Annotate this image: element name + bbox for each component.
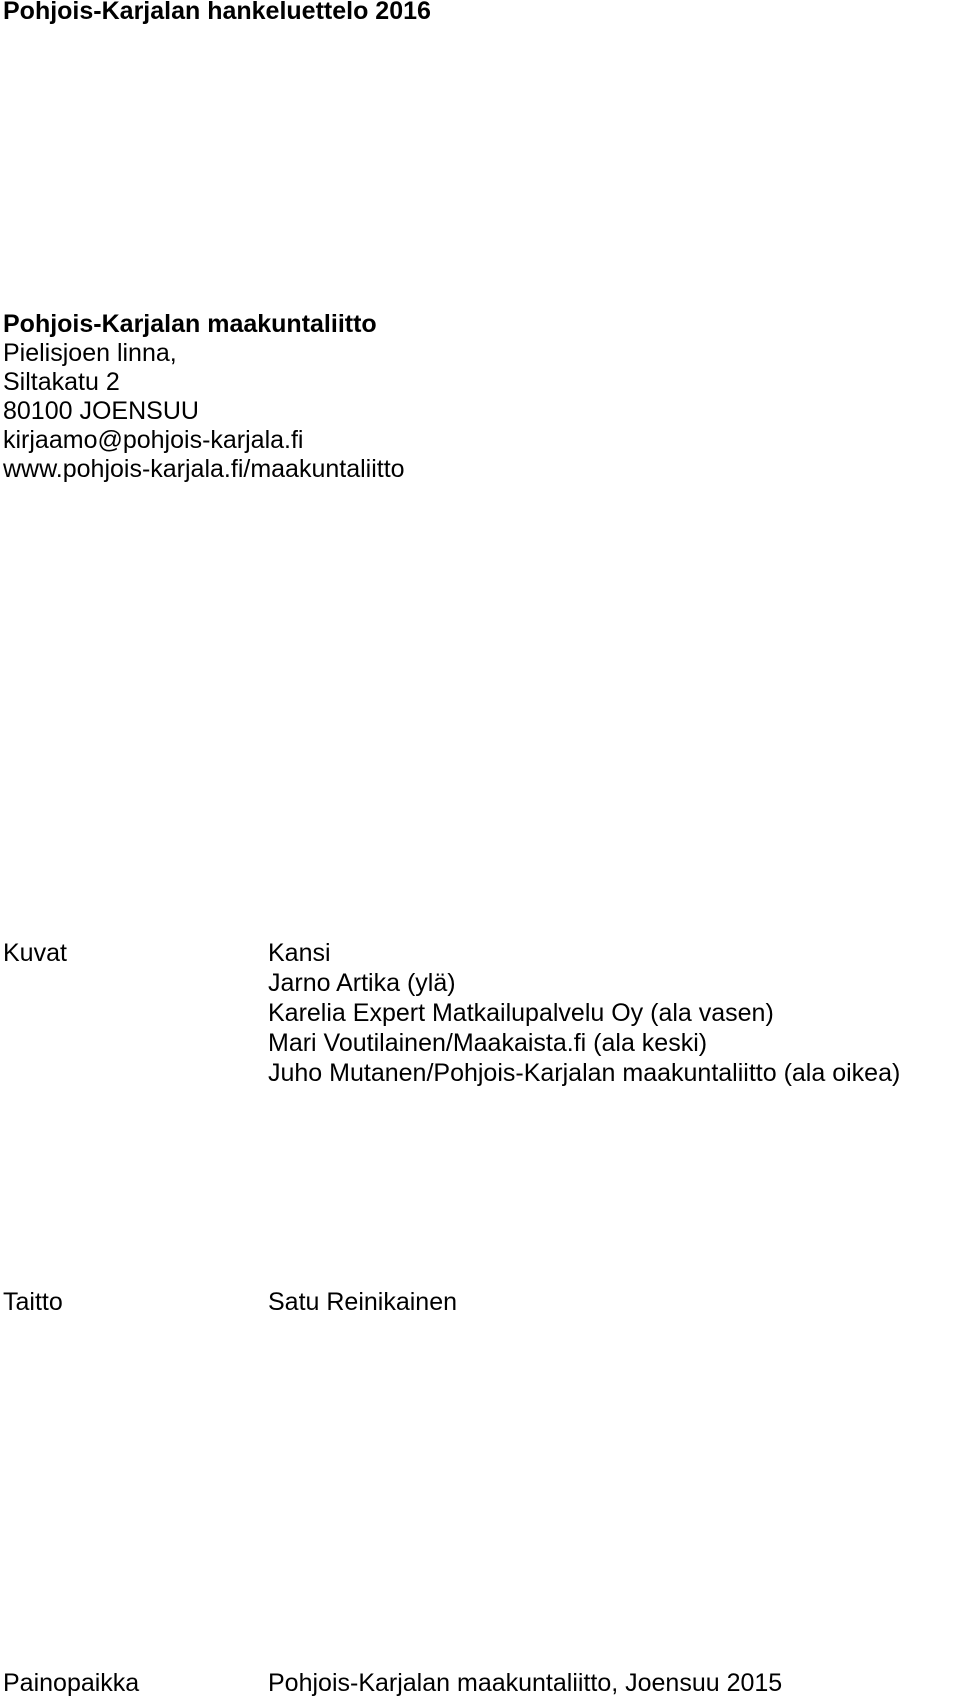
publisher-name: Pohjois-Karjalan maakuntaliitto xyxy=(3,310,377,338)
publisher-postal: 80100 JOENSUU xyxy=(3,397,199,425)
publisher-address-line2: Siltakatu 2 xyxy=(3,368,120,396)
credit-kuvat-values xyxy=(268,938,900,1088)
publisher-email: kirjaamo@pohjois-karjala.fi xyxy=(3,426,304,454)
credit-painopaikka-value: Pohjois-Karjalan maakuntaliitto, Joensuu 2015 xyxy=(268,1669,783,1697)
credit-kuvat-line: Kansi xyxy=(268,939,331,967)
credit-taitto-value: Satu Reinikainen xyxy=(268,1288,458,1316)
credit-kuvat-line: Jarno Artika (ylä) xyxy=(268,969,456,997)
credit-kuvat-line: Karelia Expert Matkailupalvelu Oy (ala vasen) xyxy=(268,999,774,1027)
publisher-address-line1: Pielisjoen linna, xyxy=(3,339,177,367)
credit-kuvat-line: Juho Mutanen/Pohjois-Karjalan maakuntaliitto (ala oikea) xyxy=(268,1059,901,1087)
document-title: Pohjois-Karjalan hankeluettelo 2016 xyxy=(3,0,431,25)
credit-painopaikka-label: Painopaikka xyxy=(3,1669,140,1697)
publisher-block xyxy=(3,310,405,484)
credit-kuvat-line: Mari Voutilainen/Maakaista.fi (ala keski) xyxy=(268,1029,708,1057)
publisher-website: www.pohjois-karjala.fi/maakuntaliitto xyxy=(3,455,405,483)
credit-taitto-label: Taitto xyxy=(3,1288,63,1316)
credit-kuvat-label: Kuvat xyxy=(3,939,67,967)
